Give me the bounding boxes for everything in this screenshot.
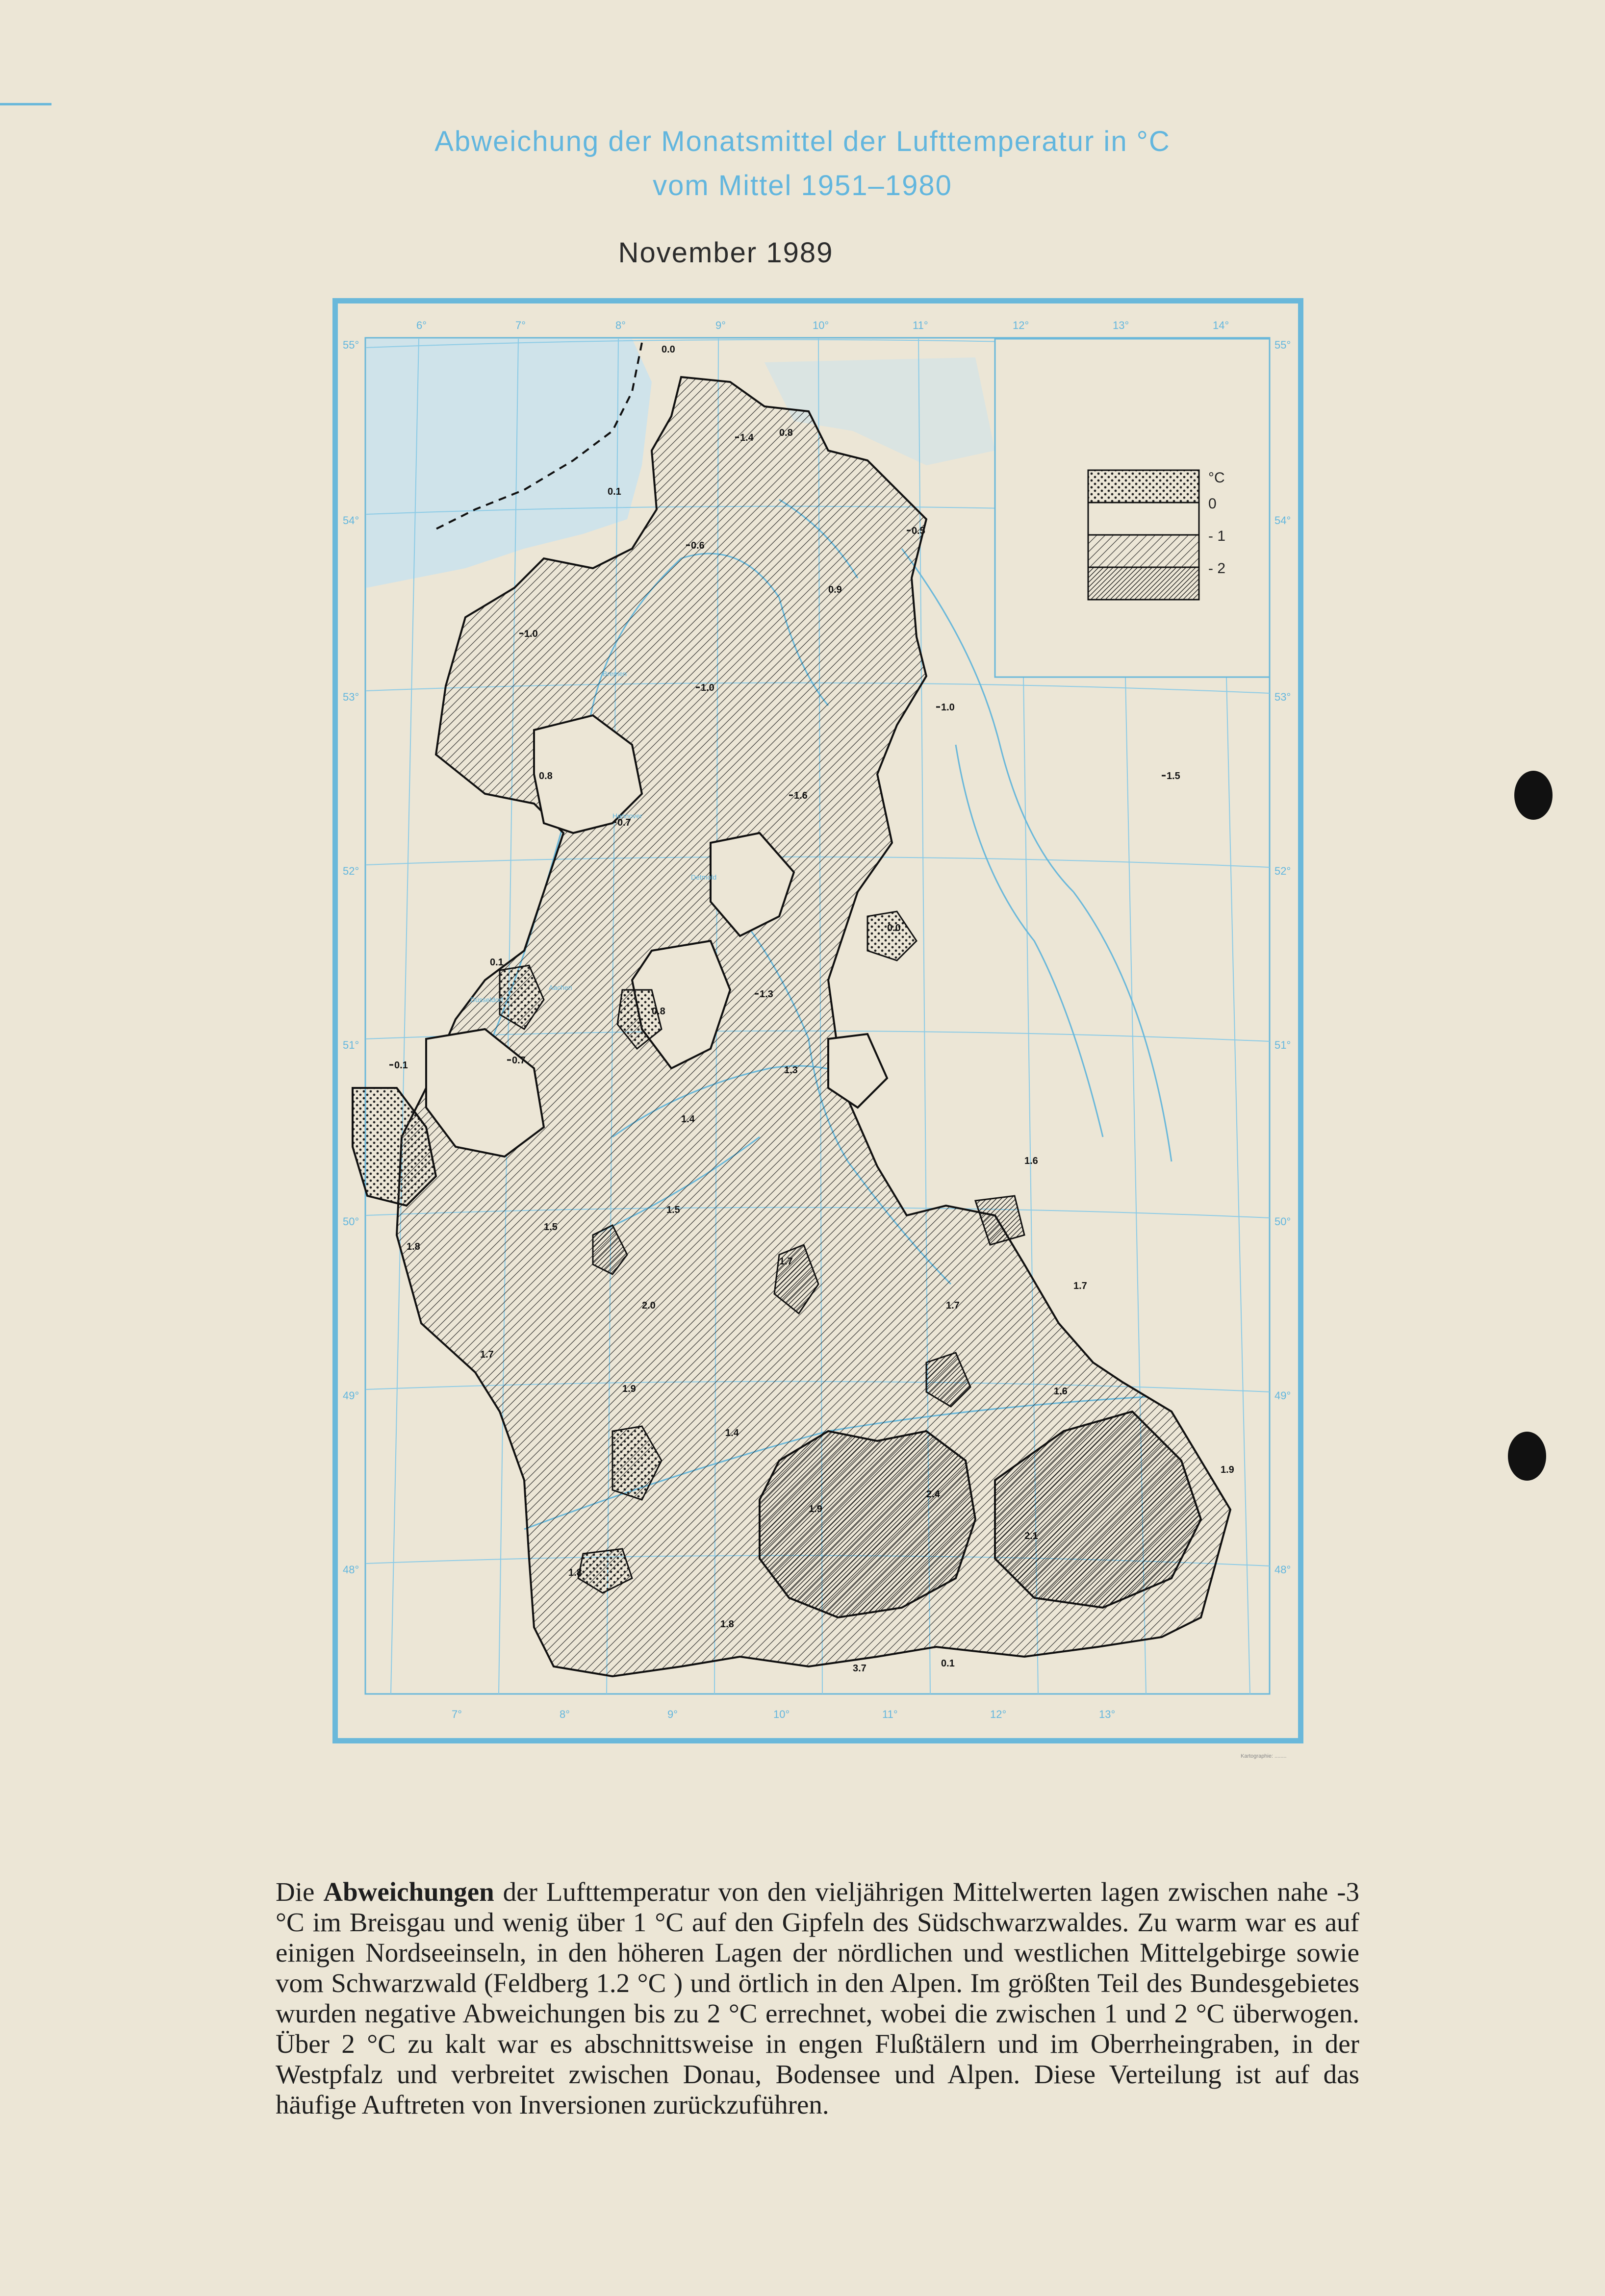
north-sea <box>366 339 652 588</box>
description-paragraph <box>276 1877 1359 2120</box>
value-label: 1.8 <box>568 1567 582 1578</box>
lon-label: 9° <box>715 319 726 331</box>
value-label: 0.6 <box>691 540 705 551</box>
lat-label: 55° <box>343 339 359 351</box>
legend-swatch-minus1-minus2 <box>1088 535 1199 567</box>
lat-label: 51° <box>1274 1039 1291 1051</box>
lon-label: 10° <box>773 1708 790 1720</box>
lat-label: 48° <box>1274 1564 1291 1576</box>
value-label: 0.5 <box>912 526 925 536</box>
value-label: 0.1 <box>490 957 504 968</box>
map-credit: Kartographie: ........ <box>1241 1753 1287 1759</box>
lat-label: 54° <box>343 514 359 527</box>
value-label: 0.1 <box>394 1060 408 1071</box>
legend-swatch-positive <box>1088 470 1199 503</box>
page-title-line2: vom Mittel 1951–1980 <box>653 170 952 202</box>
value-label: 1.9 <box>622 1384 636 1394</box>
legend-swatch-0-minus1 <box>1088 503 1199 535</box>
value-label: 1.5 <box>1167 771 1180 782</box>
lon-label: 13° <box>1099 1708 1116 1720</box>
value-label: 1.5 <box>544 1222 558 1233</box>
lon-label: 12° <box>1013 319 1029 331</box>
value-label: 2.1 <box>1024 1531 1038 1541</box>
value-label: 1.6 <box>1054 1386 1068 1397</box>
value-label: 1.4 <box>725 1428 739 1438</box>
legend-unit: °C <box>1208 470 1225 486</box>
value-label: 1.3 <box>760 989 773 1000</box>
legend-break-0: 0 <box>1208 496 1217 512</box>
city-label: Bremen <box>603 670 627 678</box>
lat-label: 53° <box>1274 691 1291 703</box>
legend-break-2: - 2 <box>1208 560 1226 577</box>
lon-label: 8° <box>560 1708 570 1720</box>
value-label: 0.0 <box>662 344 675 355</box>
value-label: 3.7 <box>853 1663 866 1674</box>
value-label: 0.7 <box>512 1055 526 1066</box>
lon-label: 6° <box>416 319 427 331</box>
value-label: 0.0 <box>887 923 901 934</box>
lat-label: 55° <box>1274 339 1291 351</box>
lat-label: 49° <box>343 1389 359 1402</box>
value-label: 1.8 <box>407 1241 420 1252</box>
lat-label: 50° <box>1274 1215 1291 1228</box>
value-label: 1.7 <box>946 1300 960 1311</box>
value-label: 1.8 <box>720 1619 734 1630</box>
value-label: 1.0 <box>701 682 714 693</box>
value-label: 0.1 <box>608 486 621 497</box>
value-label: 1.5 <box>666 1205 680 1215</box>
value-label: 1.4 <box>740 432 754 443</box>
temperature-map <box>338 303 1298 1738</box>
punch-hole-top <box>1514 771 1553 820</box>
value-label: 1.7 <box>480 1349 494 1360</box>
value-label: 0.9 <box>828 584 842 595</box>
city-label: Detmold <box>691 873 717 881</box>
page-title-line1: Abweichung der Monatsmittel der Lufttemperatur in °C <box>434 126 1171 157</box>
value-label: 1.3 <box>784 1065 798 1076</box>
region-positive-d <box>867 911 917 960</box>
lat-label: 49° <box>1274 1389 1291 1402</box>
city-label: Hannover <box>612 812 642 820</box>
value-label: 1.7 <box>1073 1281 1087 1291</box>
lat-label: 52° <box>343 865 359 877</box>
lat-label: 54° <box>1274 514 1291 527</box>
value-label: 2.4 <box>926 1489 940 1500</box>
value-label: 0.7 <box>617 817 631 828</box>
lon-label: 8° <box>615 319 626 331</box>
lon-label: 7° <box>452 1708 462 1720</box>
lat-label: 51° <box>343 1039 359 1051</box>
edge-mark <box>0 103 51 105</box>
city-label: Düsseldorf <box>470 996 503 1004</box>
lon-label: 11° <box>882 1708 898 1720</box>
lat-label: 48° <box>343 1564 359 1576</box>
lon-label: 14° <box>1213 319 1229 331</box>
punch-hole-bottom <box>1508 1432 1546 1481</box>
lon-label: 9° <box>667 1708 678 1720</box>
legend-swatch-below-minus2 <box>1088 567 1199 600</box>
lat-label: 52° <box>1274 865 1291 877</box>
value-label: 1.6 <box>1024 1156 1038 1166</box>
value-label: 1.9 <box>1221 1464 1234 1475</box>
map-frame <box>332 298 1303 1743</box>
value-label: 2.0 <box>642 1300 656 1311</box>
value-label: 1.0 <box>941 702 955 713</box>
text-bold-word: Abweichungen <box>323 1877 494 1907</box>
value-label: 0.8 <box>652 1006 665 1017</box>
value-label: 0.1 <box>941 1658 955 1669</box>
value-label: 0.8 <box>779 428 793 438</box>
value-label: 1.0 <box>524 629 538 639</box>
map-subtitle: November 1989 <box>618 237 834 269</box>
value-label: 1.6 <box>794 790 808 801</box>
text-before: Die <box>276 1877 315 1907</box>
lon-label: 10° <box>813 319 829 331</box>
lon-label: 7° <box>515 319 526 331</box>
value-label: 1.7 <box>779 1256 793 1267</box>
lon-label: 12° <box>990 1708 1007 1720</box>
value-label: 1.9 <box>809 1504 822 1514</box>
lat-label: 50° <box>343 1215 359 1228</box>
text-after: der Lufttemperatur von den vieljährigen Mittelwerten lagen zwischen nahe -3 °C im Breisgau und wenig über 1 °C auf den Gipfeln des Südschwarzwaldes. Zu warm war es auf einigen Nordseeinseln, in den höheren Lagen der nördlichen und westlichen Mittelgebirge sowie vom Schwarzwald (Feldberg 1.2 °C ) und örtlich in den Alpen. Im größten Teil des Bundesgebietes wurden negative Abweichungen bis zu 2 °C errechnet, wobei die zwischen 1 und 2 °C überwogen. Über 2 °C zu kalt war es abschnittsweise in engen Flußtälern und im Oberrheingraben, in der Westpfalz und verbreitet zwischen Donau, Bodensee und Alpen. Diese Verteilung ist auf das häufige Auftreten von Inversionen zurückzuführen. <box>276 1877 1360 2119</box>
value-label: 0.8 <box>539 771 553 782</box>
value-label: 1.4 <box>681 1114 695 1125</box>
legend-break-1: - 1 <box>1208 528 1226 544</box>
lat-label: 53° <box>343 691 359 703</box>
lon-label: 11° <box>913 319 928 331</box>
lon-label: 13° <box>1113 319 1129 331</box>
city-label: Aachen <box>549 984 572 991</box>
